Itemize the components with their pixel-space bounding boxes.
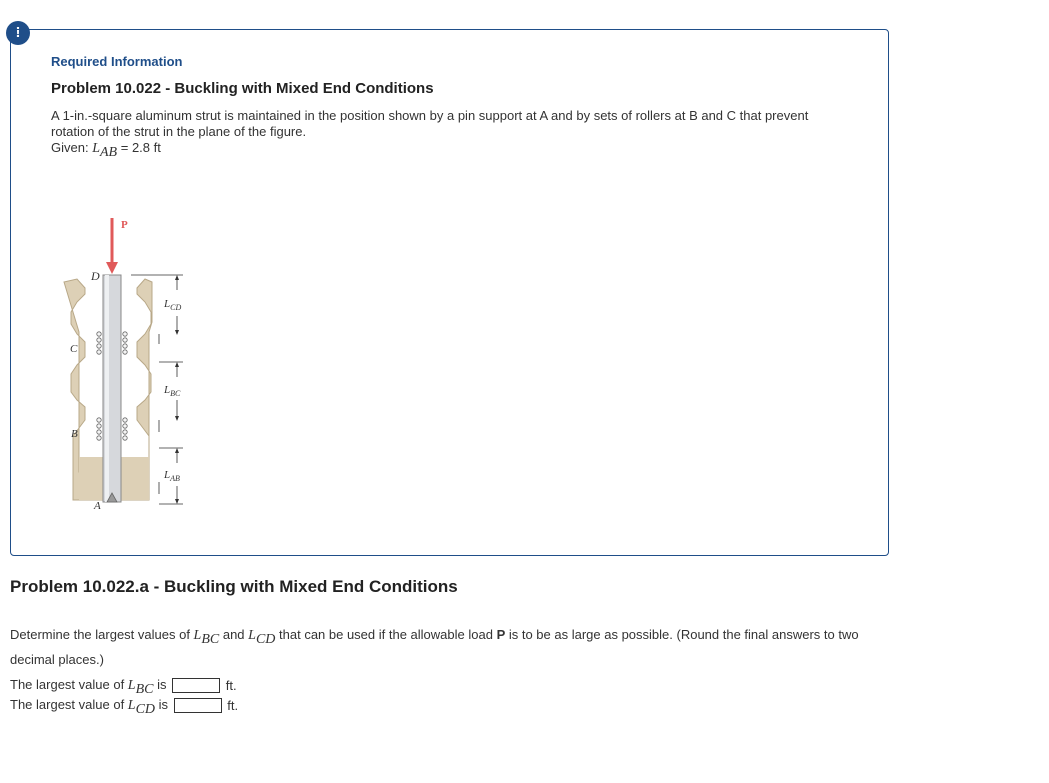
answer-row-lcd: The largest value of $L_{CD}$ is ft. <box>10 697 239 717</box>
answer-unit: ft. <box>225 678 237 694</box>
problem-description: A 1-in.-square aluminum strut is maintained in the position shown by a pin support at A and by sets of rollers at B and C that prevent rotation of the strut in the plane of the figure. <box>51 108 809 139</box>
label-c: C <box>70 343 78 355</box>
answer-row-lbc: The largest value of $L_{BC}$ is ft. <box>10 677 237 697</box>
given-value: = 2.8 ft <box>120 140 161 155</box>
given-label: Given: <box>51 140 89 155</box>
strut-figure <box>59 182 199 512</box>
dim-lcd: $L_{CD}$ <box>164 298 182 312</box>
part-a-question: Determine the largest values of $L_{BC}$ and $L_{CD}$ that can be used if the allowable load P is to be as large as possible. (Round the final answers to two decimal places.) <box>10 627 859 667</box>
answer-unit: ft. <box>227 698 239 714</box>
given-sub: AB <box>100 144 118 160</box>
alert-icon: ! <box>6 21 30 45</box>
label-a: A <box>94 500 101 512</box>
problem-title: Problem 10.022 - Buckling with Mixed End Conditions <box>51 80 434 97</box>
required-info-panel <box>10 29 889 556</box>
dim-lbc: $L_{BC}$ <box>164 384 181 398</box>
load-arrow <box>106 262 118 274</box>
given-var: L <box>92 141 100 156</box>
dim-lab: $L_{AB}$ <box>164 469 180 483</box>
answer-input-lbc[interactable] <box>172 678 220 693</box>
answer-input-lcd[interactable] <box>174 698 222 713</box>
required-info-heading: Required Information <box>51 54 183 69</box>
part-a-title: Problem 10.022.a - Buckling with Mixed End Conditions <box>10 577 458 596</box>
label-b: B <box>71 428 78 440</box>
label-d: D <box>91 269 100 283</box>
label-p: P <box>121 219 128 231</box>
given-line <box>51 140 161 161</box>
